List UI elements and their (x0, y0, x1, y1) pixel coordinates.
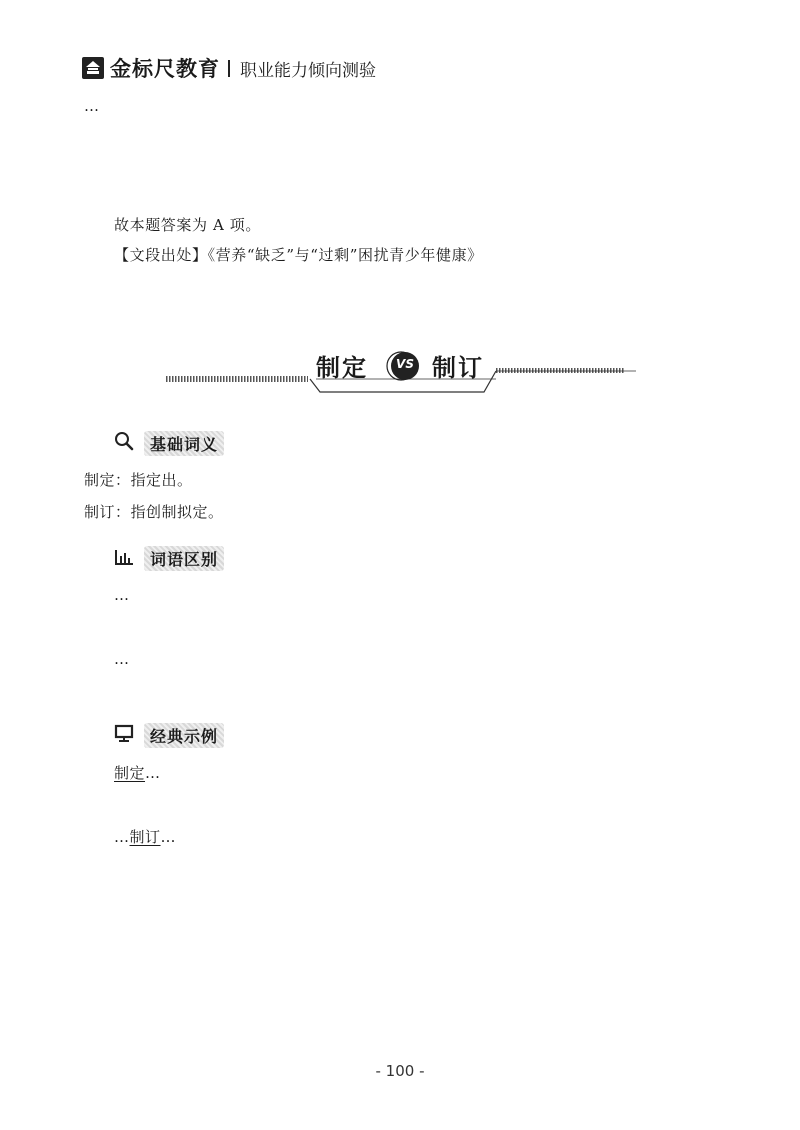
example-1-text: … (145, 764, 161, 782)
section-basic-label: 基础词义 (144, 431, 224, 456)
page-number: - 100 - (375, 1062, 425, 1080)
basic-line-1: 制定：指定出。 (84, 471, 193, 489)
magnifier-icon (114, 431, 134, 455)
source-line: 【文段出处】《营养“缺乏”与“过剩”困扰青少年健康》 (114, 246, 483, 264)
explanation-paragraph: … (84, 97, 100, 115)
page-header (82, 54, 376, 82)
answer-line: 故本题答案为 A 项。 (114, 216, 261, 234)
title-word-left: 制定 (316, 354, 368, 382)
basic-line-2: 制订：指创制拟定。 (84, 503, 224, 521)
example-2-keyword: 制订 (129, 828, 161, 846)
bar-chart-icon (114, 546, 134, 570)
section-difference (114, 545, 224, 571)
section-difference-label: 词语区别 (144, 546, 224, 571)
example-2 (84, 822, 716, 853)
difference-paragraph-1: … (114, 586, 130, 604)
brand-logo-icon (82, 57, 104, 79)
section-examples (114, 722, 224, 748)
comparison-title-banner (166, 338, 654, 398)
brand-name: 金标尺教育 (110, 57, 220, 81)
presentation-board-icon (114, 723, 134, 747)
example-1-keyword: 制定 (114, 764, 146, 782)
header-divider (228, 60, 230, 77)
example-2-text-before: … (114, 828, 130, 846)
section-basic-meaning (114, 430, 224, 456)
section-examples-label: 经典示例 (144, 723, 224, 748)
header-subtitle: 职业能力倾向测验 (240, 60, 376, 81)
example-1 (84, 758, 716, 789)
example-2-text-after: … (160, 828, 177, 846)
title-word-right: 制订 (432, 354, 484, 382)
vs-badge: VS (396, 357, 414, 371)
difference-paragraph-2: … (114, 650, 130, 668)
